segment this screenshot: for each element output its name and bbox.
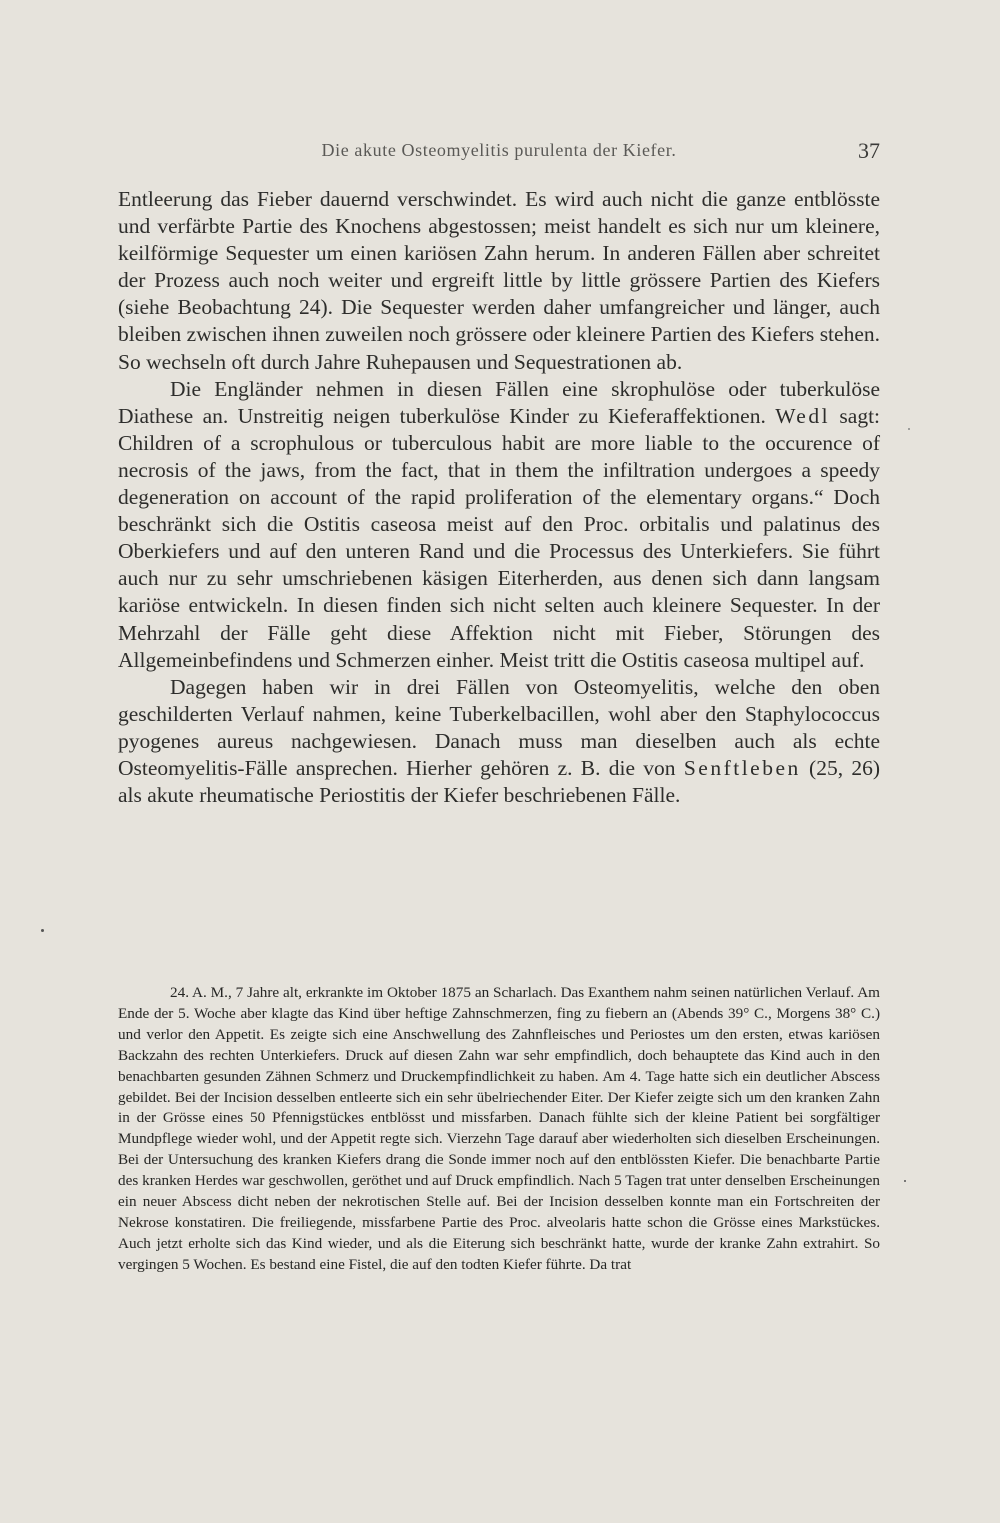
page-number: 37 xyxy=(858,138,880,163)
paragraph-3 xyxy=(118,674,880,809)
paragraph-3-rest: (25, 26) als akute rheumatische Periostitis der Kiefer beschriebenen Fälle. xyxy=(118,755,880,808)
ink-speck xyxy=(904,1180,906,1182)
body-text xyxy=(118,186,880,809)
paragraph-2-start: Die Engländer nehmen in diesen Fällen eine skrophulöse oder tuberkulöse Diathese an. Unstreitig neigen tuberkulöse Kinder zu Kieferaffektionen. xyxy=(118,376,880,428)
running-head xyxy=(118,140,880,170)
footnote-24: 24. A. M., 7 Jahre alt, erkrankte im Oktober 1875 an Scharlach. Das Exanthem nahm seinen natürlichen Verlauf. Am Ende der 5. Woche aber klagte das Kind über heftige Zahnschmerzen, fing zu fiebern an (Abends 39° C., Morgens 38° C.) und verlor den Appetit. Es zeigte sich eine Anschwellung des Zahnfleisches und Periostes um den ersten, etwas kariösen Backzahn des rechten Unterkiefers. Druck auf diesen Zahn war sehr empfindlich, doch behauptete das Kind auch in den benachbarten gesunden Zähnen Schmerz und Druckempfindlichkeit zu haben. Am 4. Tage hatte sich ein deutlicher Abscess gebildet. Bei der Incision desselben entleerte sich ein sehr übelriechender Eiter. Der Kiefer zeigte sich um den kranken Zahn in der Grösse eines 50 Pfennigstückes entblösst und missfarben. Danach fühlte sich der kleine Patient bei sorgfältiger Mundpflege wieder wohl, und der Appetit regte sich. Vierzehn Tage darauf aber wiederholten sich dieselben Erscheinungen. Bei der Untersuchung des kranken Kiefers drang die Sonde immer noch auf den entblössten Kiefer. Die benachbarte Partie des kranken Herdes war geschwollen, geröthet und auf Druck empfindlich. Nach 5 Tagen trat unter denselben Erscheinungen ein neuer Abscess dicht neben der nekrotischen Stelle auf. Bei der Incision desselben konnte man ein Fortschreiten der Nekrose konstatiren. Die freiliegende, missfarbene Partie des Proc. alveolaris hatte schon die Grösse eines Markstückes. Auch jetzt erholte sich das Kind wieder, und als die Eiterung sich beschränkt hatte, wurde der kranke Zahn extrahirt. So vergingen 5 Wochen. Es bestand eine Fistel, die auf den todten Kiefer führte. Da trat xyxy=(118,984,880,1273)
paragraph-1: Entleerung das Fieber dauernd verschwindet. Es wird auch nicht die ganze entblösste und verfärbte Partie des Knochens abgestossen; meist handelt es sich nur um kleinere, keilförmige Sequester um einen kariösen Zahn herum. In anderen Fällen aber schreitet der Prozess auch noch weiter und ergreift little by little grössere Partien des Kiefers (siehe Beobachtung 24). Die Sequester werden daher umfangreicher und länger, auch bleiben zwischen ihnen zuweilen noch grössere oder kleinere Partien des Kiefers stehen. So wechseln oft durch Jahre Ruhepausen und Sequestrationen ab. xyxy=(118,187,880,374)
paragraph-3-start: Dagegen haben wir in drei Fällen von Osteomyelitis, welche den oben geschilderten Verlauf nahmen, keine Tuberkelbacillen, wohl aber den Staphylococcus pyogenes aureus nachgewiesen. Danach muss man dieselben auch als echte Osteomyelitis-Fälle ansprechen. Hierher gehören z. B. die von xyxy=(118,674,880,780)
ink-speck xyxy=(41,929,44,932)
paragraph-2 xyxy=(118,376,880,674)
paragraph-2-rest: sagt: Children of a scrophulous or tuberculous habit are more liable to the occurence of necrosis of the jaws, from the fact, that in them the infiltration undergoes a speedy degeneration on account of the rapid proliferation of the elementary organs.“ Doch beschränkt sich die Ostitis caseosa meist auf den Proc. orbitalis und palatinus des Oberkiefers und auf den unteren Rand und die Processus des Unterkiefers. Sie führt auch nur zu sehr umschriebenen käsigen Eiterherden, aus denen sich dann langsam kariöse entwickeln. In diesen finden sich nicht selten auch kleinere Sequester. In der Mehrzahl der Fälle geht diese Affektion nicht mit Fieber, Störungen des Allgemeinbefindens und Schmerzen einher. Meist tritt die Ostitis caseosa multipel auf. xyxy=(118,403,881,672)
ink-speck xyxy=(908,428,910,430)
author-wedl: Wedl xyxy=(775,403,831,428)
author-senftleben: Senftleben xyxy=(683,755,801,780)
footnote-block xyxy=(118,983,880,1276)
running-title: Die akute Osteomyelitis purulenta der Kiefer. xyxy=(321,140,677,160)
